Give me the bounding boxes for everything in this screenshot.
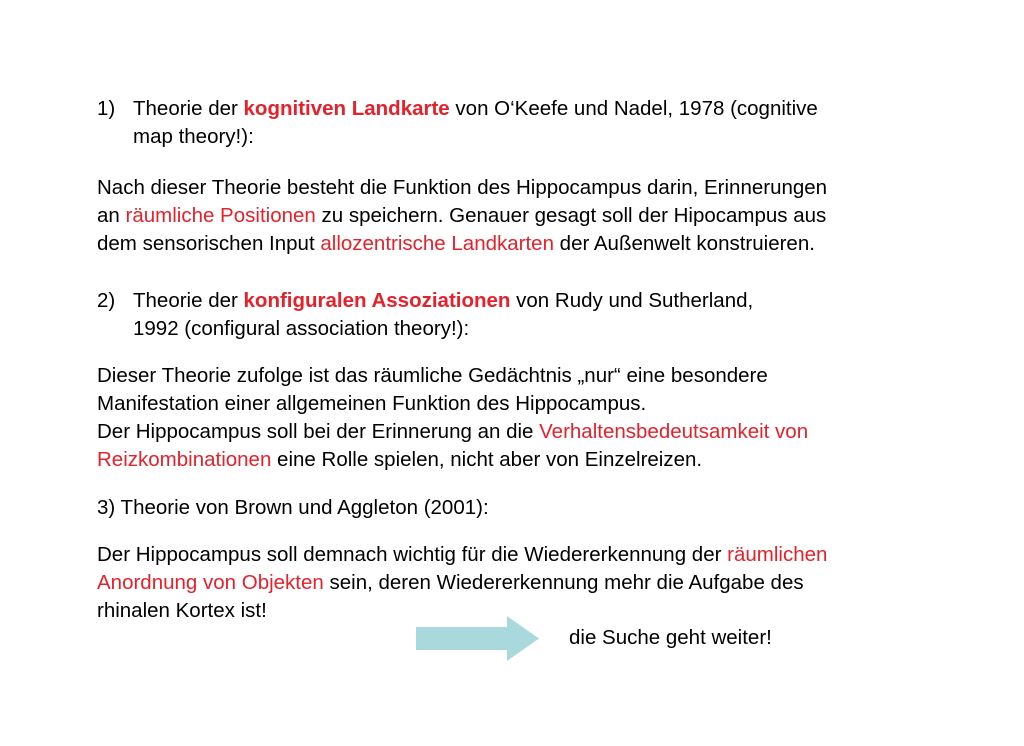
para3-line2-post: sein, deren Wiedererkennung mehr die Aufgabe des — [323, 571, 804, 594]
para2-line3-pre: Der Hippocampus soll bei der Erinnerung an die — [97, 420, 540, 443]
section2-title-post: von Rudy und Sutherland, — [510, 289, 754, 312]
right-arrow-icon — [416, 616, 539, 661]
section1-number: 1) — [97, 97, 116, 120]
para3-highlight-line2: Anordnung von Objekten — [97, 571, 324, 594]
para1-highlight-maps: allozentrische Landkarten — [320, 232, 554, 255]
para2-line3 — [97, 418, 808, 446]
section2-highlight: konfiguralen Assoziationen — [243, 289, 511, 312]
para1-line3-post: der Außenwelt konstruieren. — [553, 232, 815, 255]
para2-line4-post: eine Rolle spielen, nicht aber von Einzelreizen. — [271, 448, 703, 471]
para1-line2 — [97, 202, 826, 230]
section3-heading: 3) Theorie von Brown und Aggleton (2001): — [97, 496, 489, 519]
para2-highlight-line4: Reizkombinationen — [97, 448, 272, 471]
section2-title-line1 — [133, 287, 753, 315]
para2-highlight-line3: Verhaltensbedeutsamkeit von — [539, 420, 809, 443]
section1-title-line1 — [133, 95, 818, 123]
section2-title-line2: 1992 (configural association theory!): — [133, 317, 470, 340]
para3-line1 — [97, 541, 827, 569]
continue-text: die Suche geht weiter! — [569, 626, 772, 649]
para3-line3: rhinalen Kortex ist! — [97, 599, 267, 622]
para3-highlight-line1: räumlichen — [727, 543, 828, 566]
para1-line3-pre: dem sensorischen Input — [97, 232, 321, 255]
para1-line2-pre: an — [97, 204, 126, 227]
para2-line1: Dieser Theorie zufolge ist das räumliche Gedächtnis „nur“ eine besondere — [97, 364, 768, 387]
section1-highlight: kognitiven Landkarte — [243, 97, 450, 120]
section1-title-pre: Theorie der — [133, 97, 244, 120]
para3-line1-pre: Der Hippocampus soll demnach wichtig für die Wiedererkennung der — [97, 543, 728, 566]
para2-line2: Manifestation einer allgemeinen Funktion des Hippocampus. — [97, 392, 647, 415]
para1-line3 — [97, 230, 815, 258]
para2-line4 — [97, 446, 702, 474]
section1-title-line2: map theory!): — [133, 125, 254, 148]
section2-title-pre: Theorie der — [133, 289, 244, 312]
para3-line2 — [97, 569, 804, 597]
section1-title-post: von O‘Keefe und Nadel, 1978 (cognitive — [449, 97, 818, 120]
para1-line2-post: zu speichern. Genauer gesagt soll der Hipocampus aus — [315, 204, 827, 227]
section2-number: 2) — [97, 289, 116, 312]
para1-line1: Nach dieser Theorie besteht die Funktion des Hippocampus darin, Erinnerungen — [97, 176, 828, 199]
para1-highlight-positions: räumliche Positionen — [125, 204, 316, 227]
